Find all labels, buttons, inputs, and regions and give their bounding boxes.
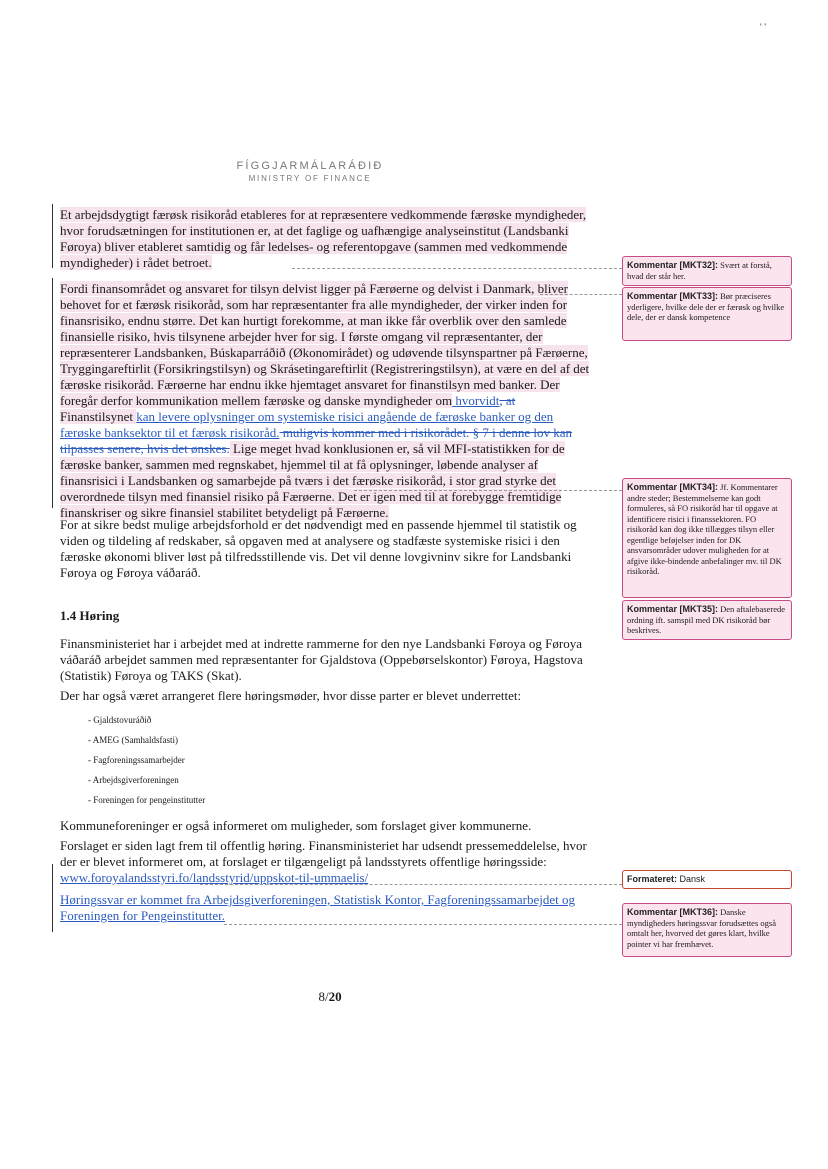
hearing-page-link[interactable]: www.foroyalandsstyri.fo/landsstyrid/uppskot-til-ummaelis/: [60, 870, 369, 885]
revision-bar: [52, 864, 53, 932]
deleted-text: , at: [499, 393, 516, 408]
revision-bar: [52, 204, 53, 268]
paragraph-legal-basis: For at sikre bedst mulige arbejdsforhold er det nødvendigt med en passende hjemmel til statistik og viden og tildeling af redskaber, så opgaven med at analysere og stadfæste systemiske risici i den færøske økonomi bliver løst på tilfredsstillende vis. Det vil denne lovgivninv sikre for Landsbanki Føroya og Føroya váðaráð.: [60, 517, 577, 580]
comment-text: Den aftalebaserede ordning ift. samspil med DK risikoråd bør beskrives.: [627, 604, 786, 635]
comment-leader: [224, 924, 622, 925]
revision-bar: [52, 278, 53, 508]
inserted-text: Høringssvar er kommet fra Arbejdsgiverforeningen, Statistisk Kontor, Fagforeningssamarbejdet og Foreningen for Pengeinstitutter.: [60, 892, 576, 923]
comment-leader: [540, 294, 622, 295]
list-item: - Gjaldstovuráðið: [88, 715, 152, 725]
comment-balloon[interactable]: [622, 256, 792, 286]
commented-text: Finanstilsynet: [60, 409, 137, 424]
format-balloon[interactable]: [622, 870, 792, 889]
format-label: Formateret:: [627, 874, 678, 884]
page-number: 8/20: [318, 989, 342, 1004]
commented-text: Et arbejdsdygtigt færøsk risikoråd etableres for at repræsentere vedkommende færøske myndigheder, hvor forudsætningen for institutionen er, at det faglige og uafhængige analyseinstitut (Landsbanki Føroya) bliver etableret samtidig og får ledelses- og referentopgave (sammen med vedkommende myndigheder) i rådet betroet.: [60, 207, 587, 270]
commented-text: Fordi finansområdet og ansvaret for tilsyn delvist ligger på Færøerne og delvist i Danmark, bliver behovet for et færøsk risikoråd, som har repræsentanter fra alle myndigheder, der virker inden for finansrisiko, endnu større. Det kan hurtigt forekomme, at man ikke får overblik over den samlede finansielle risiko, hvis tilsynene arbejder hver for sig. I første omgang vil repræsentanter, der repræsenterer Landsbanken, Búskaparráðið (Økonomirådet) og udøvende tilsynspartner på Færøerne, Tryggingareftirlit (Forsikringstilsyn) og Skrásetingareftirlit (Registreringstilsyn), at være en del af det færøske risikoråd. Færøerne har endnu ikke hjemtaget ansvaret for finanstilsyn med banker. Der foregår derfor kommunikation mellem færøske og danske myndigheder om: [60, 281, 590, 408]
list-item: - Fagforeningssamarbejder: [88, 755, 185, 765]
comment-balloon[interactable]: [622, 287, 792, 341]
comment-leader: [354, 490, 622, 491]
comment-leader: [200, 884, 622, 885]
comment-label: Kommentar [MKT34]:: [627, 482, 719, 492]
paragraph-supervision: [60, 281, 590, 521]
ministry-name-faroese: FÍGGJARMÁLARÁÐIÐ: [236, 160, 384, 172]
paragraph-municipalities: Kommuneforeninger er også informeret om muligheder, som forslaget giver kommunerne.: [60, 818, 532, 833]
paragraph-meetings: Der har også været arrangeret flere høringsmøder, hvor disse parter er blevet underrettet:: [60, 688, 522, 703]
format-value: Dansk: [677, 874, 706, 884]
deleted-text: muligvis kommer med i risikorådet. § 7 i denne lov kan tilpasses senere, hvis det ønskes.: [60, 425, 572, 456]
comment-text: Bør præciseres yderligere, hvilke dele der er færøsk og hvilke dele, der er dansk kompetence: [627, 291, 785, 322]
paragraph-responses: [60, 892, 590, 924]
paragraph-risk-council: [60, 207, 590, 271]
comment-text: Jf. Kommentarer andre steder; Bestemmelserne kan godt formuleres, så FO risikoråd har til opgave at identificere risici i finanssektoren. FO risikoråd kan dog ikke tillægges tilsyn eller egentlige beføjelser inden for DK ansvarsområder udover muligheden for at afgive ikke-bindende anbefalinger mv. til DK risikoråd.: [627, 482, 782, 576]
comment-leader: [292, 268, 622, 269]
notified-parties-list: [88, 710, 205, 810]
comment-label: Kommentar [MKT36]:: [627, 907, 719, 917]
inserted-text: kan levere oplysninger om systemiske risici angående de færøske banker og den færøske banksektor til et færøsk risikoråd.: [60, 409, 554, 440]
comment-balloon[interactable]: [622, 478, 792, 598]
comment-balloon[interactable]: [622, 903, 792, 957]
paragraph-public-hearing: [60, 838, 590, 886]
comment-label: Kommentar [MKT35]:: [627, 604, 719, 614]
letterhead: [0, 160, 620, 183]
ministry-name-english: MINISTRY OF FINANCE: [248, 174, 372, 183]
inserted-text: hvorvidt: [452, 393, 500, 408]
comment-text: Danske myndigheders høringssvar forudsættes også omtalt her, hvorved det gøres klart, hvilke pointer vi har fremhævet.: [627, 907, 776, 949]
comment-label: Kommentar [MKT33]:: [627, 291, 719, 301]
comment-balloon[interactable]: [622, 600, 792, 640]
paragraph-hearing: Finansministeriet har i arbejdet med at indrette rammerne for den nye Landsbanki Føroya og Føroya váðaráð arbejdet sammen med repræsentanter for Gjaldstova (Oppebørselskontor) Føroya, Hagstova (Statistik) Føroya og TAKS (Skat).: [60, 636, 583, 683]
list-item: - AMEG (Samhaldsfasti): [88, 735, 178, 745]
comment-label: Kommentar [MKT32]:: [627, 260, 719, 270]
paragraph-text: Forslaget er siden lagt frem til offentlig høring. Finansministeriet har udsendt pressemeddelelse, hvor der er blevet informeret om, at forslaget er tilgængeligt på landsstyrets offentlige høringsside:: [60, 838, 587, 869]
list-item: - Arbejdsgiverforeningen: [88, 775, 179, 785]
section-title: 1.4 Høring: [60, 608, 120, 623]
corner-marks: ' ': [760, 22, 766, 32]
comment-text: Svært at forstå, hvad der står her.: [627, 260, 772, 281]
list-item: - Foreningen for pengeinstitutter: [88, 795, 206, 805]
commented-text: Lige meget hvad konklusionen er, så vil MFI-statistikken for de færøske banker, sammen med regnskabet, hjemmel til at få oplysninger, løbende analyser af finansrisici i Landsbanken og samarbejde på tværs i det færøske risikoråd, i stor grad styrke det overordnede tilsyn med finansiel risiko på Færøerne. Det er igen med til at forebygge fremtidige finanskriser og sikre finansiel stabilitet betydeligt på Færøerne.: [60, 441, 565, 520]
